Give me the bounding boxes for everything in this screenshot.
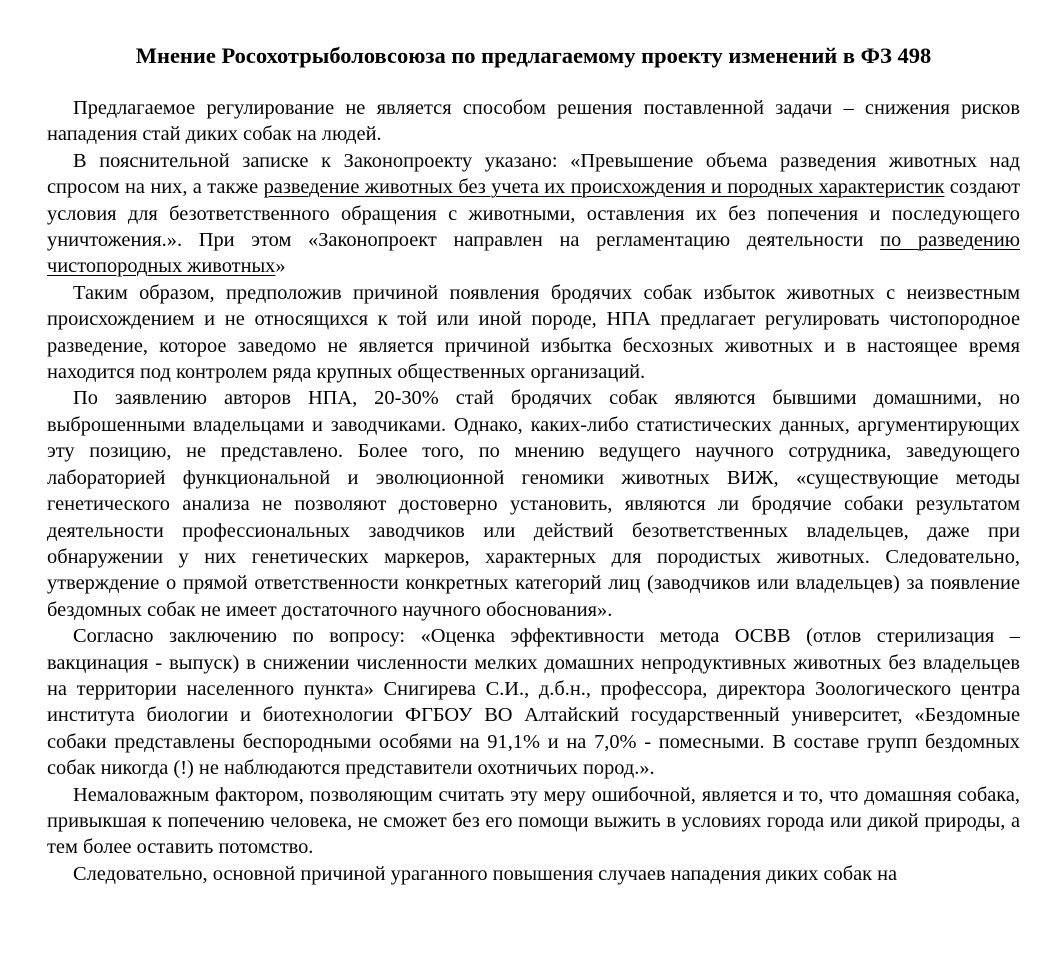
paragraph-2-text-b: создают условия для безответственного обращения с животными, оставления их без попечения и последующего уничтожения.». При этом «Законопроект направлен на регламентацию деятельности	[47, 176, 1020, 252]
paragraph-2-text-c: »	[275, 255, 286, 278]
paragraph-6: Немаловажным фактором, позволяющим считать эту меру ошибочной, является и то, что домашняя собака, привыкшая к попечению человека, не сможет без его помощи выжить в условиях города или дикой природы, а тем более оставить потомство.	[47, 783, 1020, 859]
paragraph-2	[47, 148, 1020, 280]
paragraph-5: Согласно заключению по вопросу: «Оценка эффективности метода ОСВВ (отлов стерилизация – вакцинация - выпуск) в снижении численности мелких домашних непродуктивных животных без владельцев на территории населенного пункта» Снигирева С.И., д.б.н., профессора, директора Зоологического центра института биологии и биотехнологии ФГБОУ ВО Алтайский государственный университет, «Бездомные собаки представлены беспородными особями на 91,1% и на 7,0% - помесными. В составе групп бездомных собак никогда (!) не наблюдаются представители охотничьих пород.».	[47, 625, 1020, 780]
paragraph-3: Таким образом, предположив причиной появления бродячих собак избыток животных с неизвестным происхождением и не относящихся к той или иной породе, НПА предлагает регулировать чистопородное разведение, которое заведомо не является причиной избытка бесхозных животных и в настоящее время находится под контролем ряда крупных общественных организаций.	[47, 281, 1020, 384]
paragraph-7: Следовательно, основной причиной ураганного повышения случаев нападения диких собак на	[73, 862, 898, 885]
underlined-phrase-breeding-without-origin: разведение животных без учета их происхождения и породных характеристик	[263, 176, 945, 199]
document-title: Мнение Росохотрыболовсоюза по предлагаемому проекту изменений в ФЗ 498	[135, 43, 932, 68]
underlined-phrase-purebred-breeding: по разведению чистопородных животных	[47, 229, 1020, 278]
paragraph-2-text-a: В пояснительной записке к Законопроекту указано: «Превышение объема разведения животных над спросом на них, а также	[47, 149, 1020, 199]
paragraph-1: Предлагаемое регулирование не является способом решения поставленной задачи – снижения рисков нападения стай диких собак на людей.	[47, 97, 1020, 146]
paragraph-4: По заявлению авторов НПА, 20-30% стай бродячих собак являются бывшими домашними, но выброшенными владельцами и заводчиками. Однако, каких-либо статистических данных, аргументирующих эту позицию, не представлено. Более того, по мнению ведущего научного сотрудника, заведующего лабораторией функциональной и эволюционной геномики животных ВИЖ, «существующие методы генетического анализа не позволяют достоверно установить, являются ли бродячие собаки результатом деятельности профессиональных заводчиков или действий безответственных владельцев, даже при обнаружении у них генетических маркеров, характерных для породистых животных. Следовательно, утверждение о прямой ответственности конкретных категорий лиц (заводчиков или владельцев) за появление бездомных собак не имеет достаточного научного обоснования».	[47, 387, 1020, 621]
